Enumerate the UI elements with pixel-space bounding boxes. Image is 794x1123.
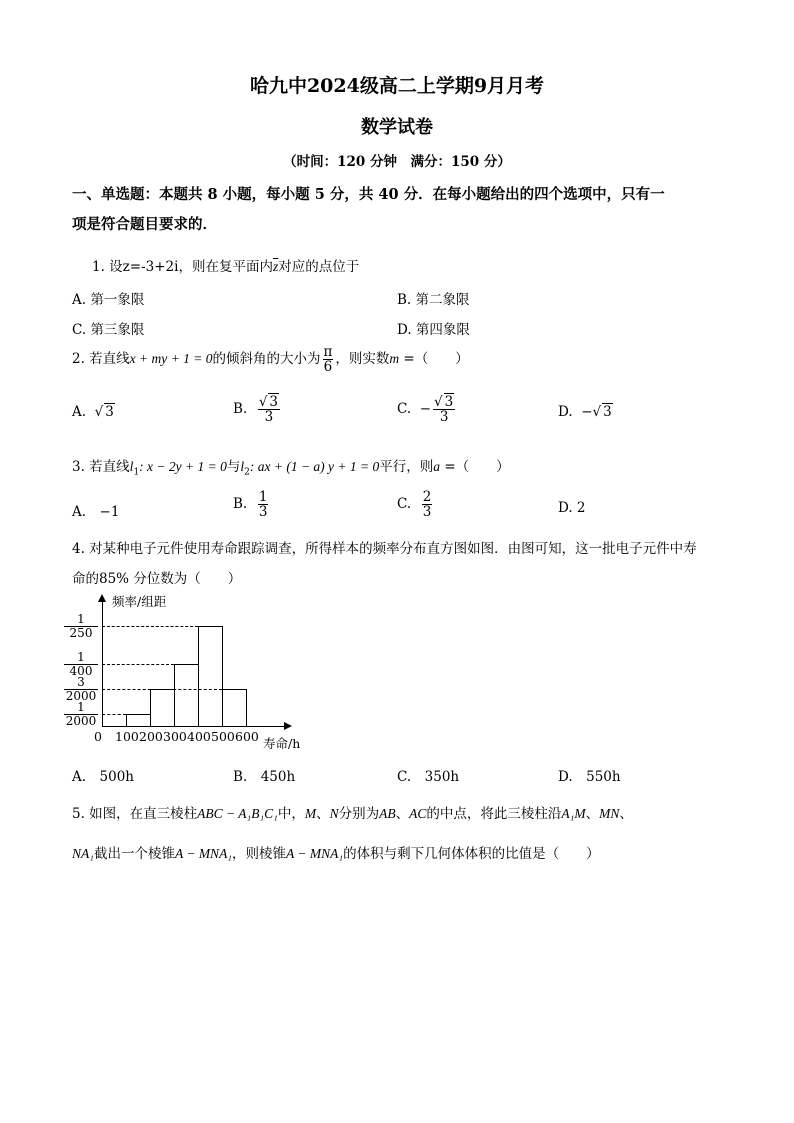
q2-option-c [397,395,457,424]
q5-sep4: 、 [619,806,633,822]
q4-option-b: B. 450h [233,769,296,785]
q5-n: N [329,806,339,821]
q3-option-d: D. 2 [558,500,586,516]
q2-d-sign: − [581,404,593,420]
q2-angle-den: 6 [323,359,333,376]
q2-pre: 2. 若直线 [72,351,130,368]
q5-a1m: A₁M [561,806,586,821]
q2-b-rad: 3 [269,394,279,410]
q2-b-den: 3 [264,409,274,426]
q3-pre: 3. 若直线 [72,459,130,475]
q3-l2: l [240,459,245,474]
q1-zbar: $\overline{z}$ [272,259,279,274]
q2-var: m [389,351,400,367]
q2-c-den: 3 [439,409,449,426]
q5-line2-mid2: ，则棱锥 [232,846,287,862]
q1-pre: 1. 设 [92,259,123,275]
q5-sep2: 、 [395,806,410,822]
q3-mid: 与 [226,459,241,475]
q3-b-den: 3 [258,504,268,521]
q5-line2-post: 的体积与剩下几何体体积的比值是（ ） [343,846,600,862]
x-axis-label: 寿命/h [263,736,301,751]
q4-option-a: A. 500h [72,769,135,785]
q1-option-d: D. 第四象限 [397,322,470,338]
y-tick-label: 1 400 [64,651,98,678]
q2-a-rad: 3 [105,404,114,420]
q2-tail: =（ ） [399,351,469,368]
q3-l1: l [129,459,134,474]
y-guide-line [102,664,174,665]
x-axis-arrow [284,722,292,730]
q4-option-c: C. 350h [397,769,460,785]
histogram-bar-3 [174,664,199,728]
q2-a-label: A. [72,404,87,420]
q2-option-d: D. −√ 3 [558,404,612,420]
histogram-bar-5 [222,689,247,728]
x-tick-label: 0 [94,729,102,744]
q5-ab: AB [379,806,396,821]
q1-option-b: B. 第二象限 [397,292,470,308]
q5-mid2: 分别为 [338,806,380,822]
section-heading-line2: 项是符合题目要求的． [72,216,217,233]
x-tick-label: 100 [115,729,139,744]
q2-c-label: C. [397,401,412,418]
q2-d-label: D. [558,404,573,420]
q5-line2-mid: 截出一个棱锥 [93,846,175,862]
exam-title: 哈九中2024级高二上学期9月月考 [249,75,545,97]
q2-eq: x + my + 1 = 0 [129,351,213,367]
q2-d-rad: 3 [603,404,612,420]
q3-b-num: 1 [258,489,268,505]
q5-m: M [304,806,317,821]
q1-mid: ，则在复平面内 [178,259,273,275]
y-tick-label: 1 250 [64,613,98,640]
q3-l1-sub: 1 [133,467,140,478]
section-heading-line1: 一、单选题：本题共 8 小题，每小题 5 分，共 40 分．在每小题给出的四个选项中，只有一 [72,186,665,203]
exam-info: （时间：120 分钟 满分：150 分） [283,154,511,170]
q5-pyramid-2: A − MNA₁ [286,846,344,861]
x-tick-label: 200 [139,729,163,744]
y-tick-label: 1 2000 [65,699,97,728]
q3-eq2: : ax + (1 − a) y + 1 = 0 [249,459,380,474]
q2-b-label: B. [233,401,248,418]
q1-expr: z=-3+2i [122,259,179,275]
q5-mn: MN [599,806,620,821]
question-2 [72,345,469,374]
y-guide-line [102,689,222,690]
q2-mid: 的倾斜角的大小为 [212,351,321,368]
y-guide-line [102,714,126,715]
q2-b-frac: $\frac{√ 3}{3}$ [258,394,279,426]
q3-c-label: C. [397,496,412,513]
q2-angle [323,345,334,374]
histogram-bar-1 [126,714,151,728]
q5-ac: AC [409,806,427,821]
q5-post: 的中点，将此三棱柱沿 [426,806,562,822]
q2-option-a: A. √ 3 [72,404,114,420]
y-axis-arrow [98,594,106,602]
q3-option-c [397,490,434,519]
q5-line2 [72,842,600,862]
q3-option-b [233,490,270,519]
q3-c-num: 2 [422,489,432,505]
q5-prism: ABC − A₁B₁C₁ [197,806,278,821]
x-tick-label: 400 [187,729,211,744]
q3-l2-sub: 2 [244,467,250,478]
q5-na1: NA₁ [72,846,94,861]
histogram-bar-2 [150,689,175,728]
q2-c-frac: $\frac{√ 3}{3}$ [434,394,454,426]
x-tick-label: 300 [163,729,187,744]
subject-title: 数学试卷 [361,117,433,138]
q4-line1: 4. 对某种电子元件使用寿命跟踪调查，所得样本的频率分布直方图如图．由图可知，这一批电子元件中寿 [72,541,697,557]
y-axis-label: 频率/组距 [112,594,167,609]
q5-mid: 中， [277,806,305,822]
q5-sep3: 、 [585,806,600,822]
q3-post: 平行，则 [379,459,434,475]
q5-pyramid: A − MNA₁ [174,846,233,861]
q3-eq1: : x − 2y + 1 = 0 [139,459,227,474]
q3-b-label: B. [233,496,248,513]
q2-option-b [233,395,282,424]
q3-c-den: 3 [422,504,432,521]
q1-option-c: C. 第三象限 [72,322,145,338]
q3-tail: =（ ） [440,459,510,475]
x-tick-label: 500 [211,729,235,744]
q5-pre: 5. 如图，在直三棱柱 [72,806,198,822]
q3-c-frac [422,490,433,519]
q3-var: a [433,459,441,474]
q1-post: 对应的点位于 [278,259,360,275]
q4-line2: 命的85% 分位数为（ ） [72,571,242,587]
q5-sep1: 、 [316,806,330,822]
y-guide-line [102,626,198,627]
x-tick-label: 600 [235,729,259,744]
question-1 [92,255,359,275]
q1-option-a: A. 第一象限 [72,292,145,308]
y-tick-label: 3 2000 [65,674,97,703]
question-3 [72,455,510,478]
q2-post: ，则实数 [335,351,390,368]
q4-option-d: D. 550h [558,769,621,785]
q3-b-frac [258,490,269,519]
histogram-bar-4 [198,626,223,727]
q3-option-a: A. −1 [72,504,120,520]
q2-angle-num: π [323,344,333,360]
q2-c-rad: 3 [444,394,454,410]
q2-c-sign: − [419,401,432,418]
frequency-histogram [60,592,320,760]
q5-line1 [72,802,633,822]
